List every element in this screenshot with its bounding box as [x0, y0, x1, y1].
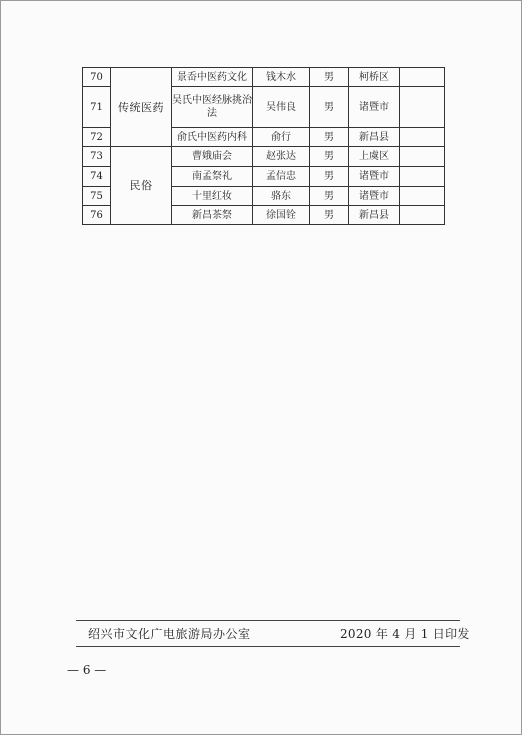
project-name: 吴氏中医经脉挑治法	[172, 87, 253, 128]
gender: 男	[310, 87, 349, 128]
region: 上虞区	[349, 147, 400, 167]
remarks	[400, 187, 445, 206]
gender: 男	[310, 147, 349, 167]
gender: 男	[310, 206, 349, 225]
region: 诸暨市	[349, 87, 400, 128]
region: 诸暨市	[349, 187, 400, 206]
inheritor-name: 骆东	[253, 187, 310, 206]
project-name: 新昌茶祭	[172, 206, 253, 225]
footer-divider-bottom	[76, 646, 460, 647]
table-row	[83, 147, 445, 167]
row-number: 74	[83, 167, 111, 187]
row-number: 72	[83, 128, 111, 147]
project-name: 景岙中医药文化	[172, 68, 253, 87]
row-number: 75	[83, 187, 111, 206]
inheritor-name: 俞行	[253, 128, 310, 147]
remarks	[400, 87, 445, 128]
project-name: 曹娥庙会	[172, 147, 253, 167]
project-name: 十里红妆	[172, 187, 253, 206]
inheritor-name: 赵张达	[253, 147, 310, 167]
gender: 男	[310, 187, 349, 206]
region: 新昌县	[349, 206, 400, 225]
remarks	[400, 206, 445, 225]
table-row	[83, 68, 445, 87]
row-number: 71	[83, 87, 111, 128]
gender: 男	[310, 68, 349, 87]
issue-date: 2020 年 4 月 1 日印发	[340, 627, 470, 641]
region: 诸暨市	[349, 167, 400, 187]
row-number: 76	[83, 206, 111, 225]
remarks	[400, 167, 445, 187]
issuing-office: 绍兴市文化广电旅游局办公室	[88, 627, 251, 641]
remarks	[400, 147, 445, 167]
row-number: 73	[83, 147, 111, 167]
row-number: 70	[83, 68, 111, 87]
gender: 男	[310, 167, 349, 187]
region: 新昌县	[349, 128, 400, 147]
inheritor-name: 徐国铨	[253, 206, 310, 225]
inheritor-name: 钱木水	[253, 68, 310, 87]
gender: 男	[310, 128, 349, 147]
region: 柯桥区	[349, 68, 400, 87]
category-cell: 民俗	[111, 147, 172, 225]
page-number: — 6 —	[67, 663, 107, 677]
footer-divider-top	[76, 620, 460, 621]
remarks	[400, 128, 445, 147]
inheritor-name: 孟信忠	[253, 167, 310, 187]
inheritor-name: 吴伟良	[253, 87, 310, 128]
inheritor-table	[82, 67, 445, 225]
remarks	[400, 68, 445, 87]
project-name: 俞氏中医药内科	[172, 128, 253, 147]
project-name: 南孟祭礼	[172, 167, 253, 187]
category-cell: 传统医药	[111, 68, 172, 147]
